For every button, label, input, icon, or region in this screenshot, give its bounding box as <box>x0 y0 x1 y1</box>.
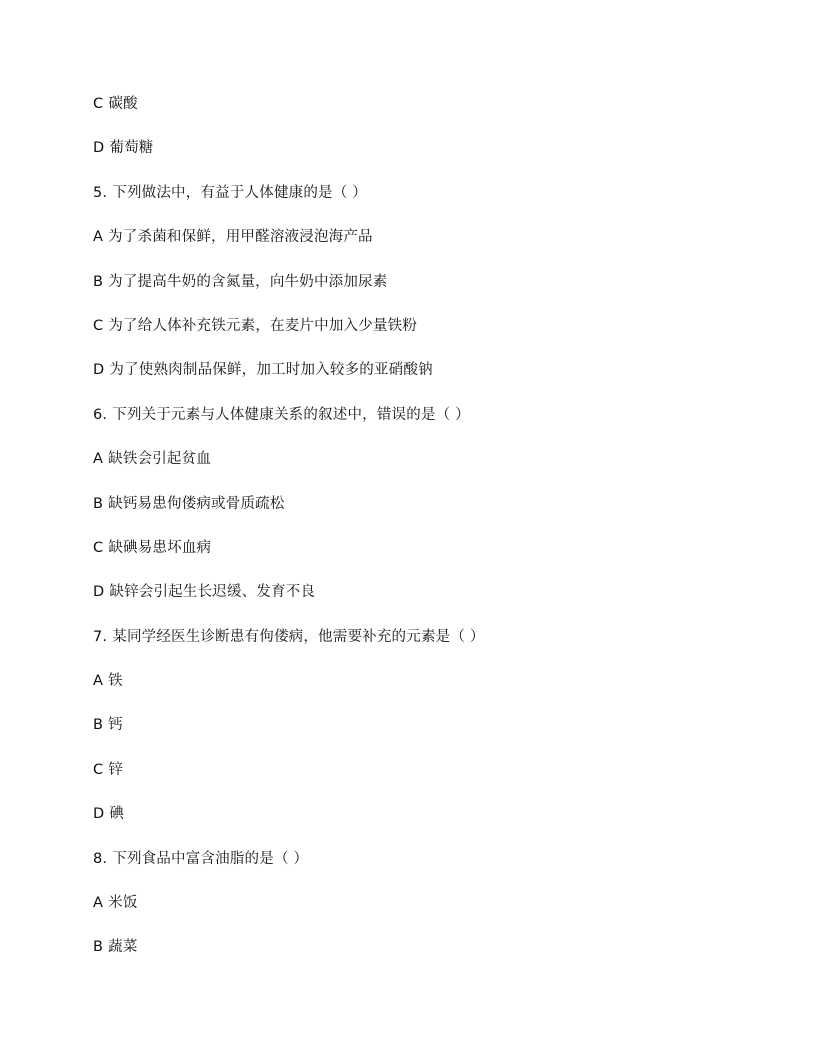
option-letter: C <box>93 539 104 556</box>
answer-option-c <box>93 92 733 136</box>
option-letter: A <box>93 451 104 468</box>
option-text: 蔬菜 <box>108 939 138 956</box>
option-text: 为了杀菌和保鲜，用甲醛溶液浸泡海产品 <box>108 229 373 246</box>
answer-option-d <box>93 136 733 180</box>
answer-option-b <box>93 713 733 757</box>
answer-option-d <box>93 358 733 402</box>
option-text: 碳酸 <box>108 96 138 112</box>
answer-option-c <box>93 758 733 802</box>
option-text: 铁 <box>108 673 123 690</box>
option-letter: A <box>93 673 104 690</box>
option-text: 葡萄糖 <box>109 140 154 157</box>
question-8 <box>93 847 733 891</box>
question-number: 7. <box>93 628 108 645</box>
option-letter: B <box>93 717 104 734</box>
option-text: 米饭 <box>108 895 138 912</box>
option-letter: B <box>93 273 104 290</box>
question-number: 5. <box>93 184 108 201</box>
option-text: 缺锌会引起生长迟缓、发育不良 <box>109 584 316 601</box>
answer-option-b <box>93 935 733 979</box>
option-letter: A <box>93 229 104 246</box>
option-letter: B <box>93 495 104 512</box>
question-7 <box>93 625 733 669</box>
option-letter: C <box>93 317 104 334</box>
option-text: 为了给人体补充铁元素，在麦片中加入少量铁粉 <box>108 317 418 334</box>
option-letter: B <box>93 939 104 956</box>
question-number: 8. <box>93 850 108 867</box>
question-text: 下列食品中富含油脂的是（ ） <box>112 850 309 867</box>
answer-option-d <box>93 802 733 846</box>
option-text: 锌 <box>108 761 124 778</box>
answer-option-b <box>93 270 733 314</box>
option-letter: D <box>93 140 105 157</box>
question-5 <box>93 181 733 225</box>
option-text: 缺钙易患佝偻病或骨质疏松 <box>108 495 285 512</box>
option-letter: D <box>93 362 105 379</box>
option-text: 钙 <box>108 717 123 734</box>
option-letter: C <box>93 761 104 778</box>
option-letter: D <box>93 584 105 601</box>
question-text: 下列做法中，有益于人体健康的是（ ） <box>112 184 367 201</box>
question-text: 某同学经医生诊断患有佝偻病，他需要补充的元素是（ ） <box>112 628 485 645</box>
option-text: 为了使熟肉制品保鲜，加工时加入较多的亚硝酸钠 <box>109 362 433 379</box>
question-6 <box>93 403 733 447</box>
question-content <box>93 92 733 980</box>
answer-option-a <box>93 225 733 269</box>
answer-option-a <box>93 669 733 713</box>
answer-option-d <box>93 580 733 624</box>
answer-option-b <box>93 492 733 536</box>
answer-option-c <box>93 536 733 580</box>
question-text: 下列关于元素与人体健康关系的叙述中，错误的是（ ） <box>112 406 470 423</box>
option-text: 碘 <box>109 806 125 823</box>
option-text: 缺铁会引起贫血 <box>108 451 212 468</box>
option-letter: D <box>93 806 105 823</box>
option-text: 缺碘易患坏血病 <box>108 539 212 556</box>
answer-option-c <box>93 314 733 358</box>
option-text: 为了提高牛奶的含氮量，向牛奶中添加尿素 <box>108 273 388 290</box>
answer-option-a <box>93 891 733 935</box>
answer-option-a <box>93 447 733 491</box>
option-letter: C <box>93 96 104 112</box>
option-letter: A <box>93 895 104 912</box>
question-number: 6. <box>93 406 108 423</box>
